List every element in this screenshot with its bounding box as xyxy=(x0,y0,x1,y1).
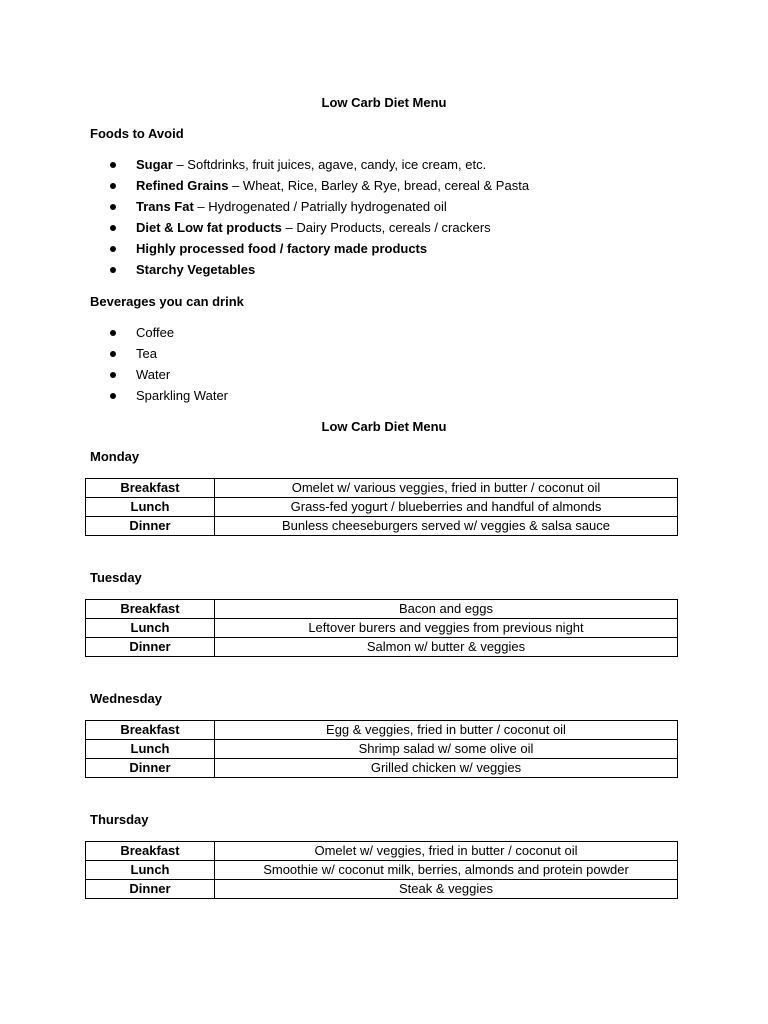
table-row xyxy=(86,638,678,657)
foods-to-avoid-heading: Foods to Avoid xyxy=(90,126,184,141)
list-item xyxy=(110,346,228,362)
meal-label: Dinner xyxy=(86,638,215,657)
list-item xyxy=(110,241,529,257)
table-row xyxy=(86,880,678,899)
meal-label: Breakfast xyxy=(86,600,215,619)
meal-food: Grass-fed yogurt / blueberries and handful of almonds xyxy=(215,498,678,517)
table-row xyxy=(86,498,678,517)
meal-food: Steak & veggies xyxy=(215,880,678,899)
day-heading-tuesday: Tuesday xyxy=(90,570,142,585)
item-term: Starchy Vegetables xyxy=(136,262,256,277)
meal-table-tuesday xyxy=(85,599,678,657)
list-item xyxy=(110,199,529,215)
list-item xyxy=(110,220,529,236)
list-item xyxy=(110,388,228,404)
item-term: Highly processed food / factory made products xyxy=(136,241,428,256)
item-term: Sugar xyxy=(136,157,173,172)
meal-food: Omelet w/ veggies, fried in butter / coconut oil xyxy=(215,842,678,861)
meal-label: Breakfast xyxy=(86,842,215,861)
bullet-icon xyxy=(110,162,116,168)
meal-label: Dinner xyxy=(86,517,215,536)
foods-to-avoid-list xyxy=(110,157,529,278)
bullet-icon xyxy=(110,372,116,378)
list-item xyxy=(110,367,228,383)
meal-label: Lunch xyxy=(86,619,215,638)
meal-food: Salmon w/ butter & veggies xyxy=(215,638,678,657)
meal-food: Smoothie w/ coconut milk, berries, almonds and protein powder xyxy=(215,861,678,880)
meal-label: Breakfast xyxy=(86,479,215,498)
table-row xyxy=(86,721,678,740)
bullet-icon xyxy=(110,183,116,189)
table-row xyxy=(86,600,678,619)
bullet-icon xyxy=(110,330,116,336)
item-description: – Wheat, Rice, Barley & Rye, bread, cereal & Pasta xyxy=(228,178,530,193)
list-item xyxy=(110,262,529,278)
table-row xyxy=(86,479,678,498)
bullet-icon xyxy=(110,204,116,210)
bullet-icon xyxy=(110,351,116,357)
beverage-label: Water xyxy=(136,367,171,382)
meal-table-monday xyxy=(85,478,678,536)
bullet-icon xyxy=(110,393,116,399)
meal-food: Bacon and eggs xyxy=(215,600,678,619)
meal-label: Dinner xyxy=(86,759,215,778)
item-term: Diet & Low fat products xyxy=(136,220,282,235)
bullet-icon xyxy=(110,225,116,231)
day-heading-thursday: Thursday xyxy=(90,812,149,827)
meal-table-wednesday xyxy=(85,720,678,778)
meal-table-thursday xyxy=(85,841,678,899)
list-item xyxy=(110,178,529,194)
list-item xyxy=(110,325,228,341)
meal-label: Dinner xyxy=(86,880,215,899)
meal-label: Lunch xyxy=(86,740,215,759)
day-heading-wednesday: Wednesday xyxy=(90,691,163,706)
item-term: Refined Grains xyxy=(136,178,229,193)
beverages-heading: Beverages you can drink xyxy=(90,294,244,309)
beverage-label: Coffee xyxy=(136,325,175,340)
meal-label: Lunch xyxy=(86,498,215,517)
beverages-list xyxy=(110,325,228,404)
meal-food: Bunless cheeseburgers served w/ veggies & salsa sauce xyxy=(215,517,678,536)
meal-food: Shrimp salad w/ some olive oil xyxy=(215,740,678,759)
day-heading-monday: Monday xyxy=(90,449,140,464)
menu-title: Low Carb Diet Menu xyxy=(321,419,447,434)
table-row xyxy=(86,861,678,880)
meal-food: Leftover burers and veggies from previous night xyxy=(215,619,678,638)
item-description: – Softdrinks, fruit juices, agave, candy, ice cream, etc. xyxy=(172,157,487,172)
item-description: – Dairy Products, cereals / crackers xyxy=(281,220,491,235)
meal-food: Egg & veggies, fried in butter / coconut oil xyxy=(215,721,678,740)
beverage-label: Sparkling Water xyxy=(136,388,228,403)
table-row xyxy=(86,842,678,861)
item-description: – Hydrogenated / Patrially hydrogenated oil xyxy=(193,199,447,214)
meal-label: Breakfast xyxy=(86,721,215,740)
bullet-icon xyxy=(110,267,116,273)
meal-label: Lunch xyxy=(86,861,215,880)
meal-food: Omelet w/ various veggies, fried in butter / coconut oil xyxy=(215,479,678,498)
table-row xyxy=(86,759,678,778)
bullet-icon xyxy=(110,246,116,252)
table-row xyxy=(86,517,678,536)
table-row xyxy=(86,619,678,638)
table-row xyxy=(86,740,678,759)
item-term: Trans Fat xyxy=(136,199,194,214)
meal-food: Grilled chicken w/ veggies xyxy=(215,759,678,778)
beverage-label: Tea xyxy=(136,346,157,361)
list-item xyxy=(110,157,529,173)
document-title: Low Carb Diet Menu xyxy=(321,95,447,110)
